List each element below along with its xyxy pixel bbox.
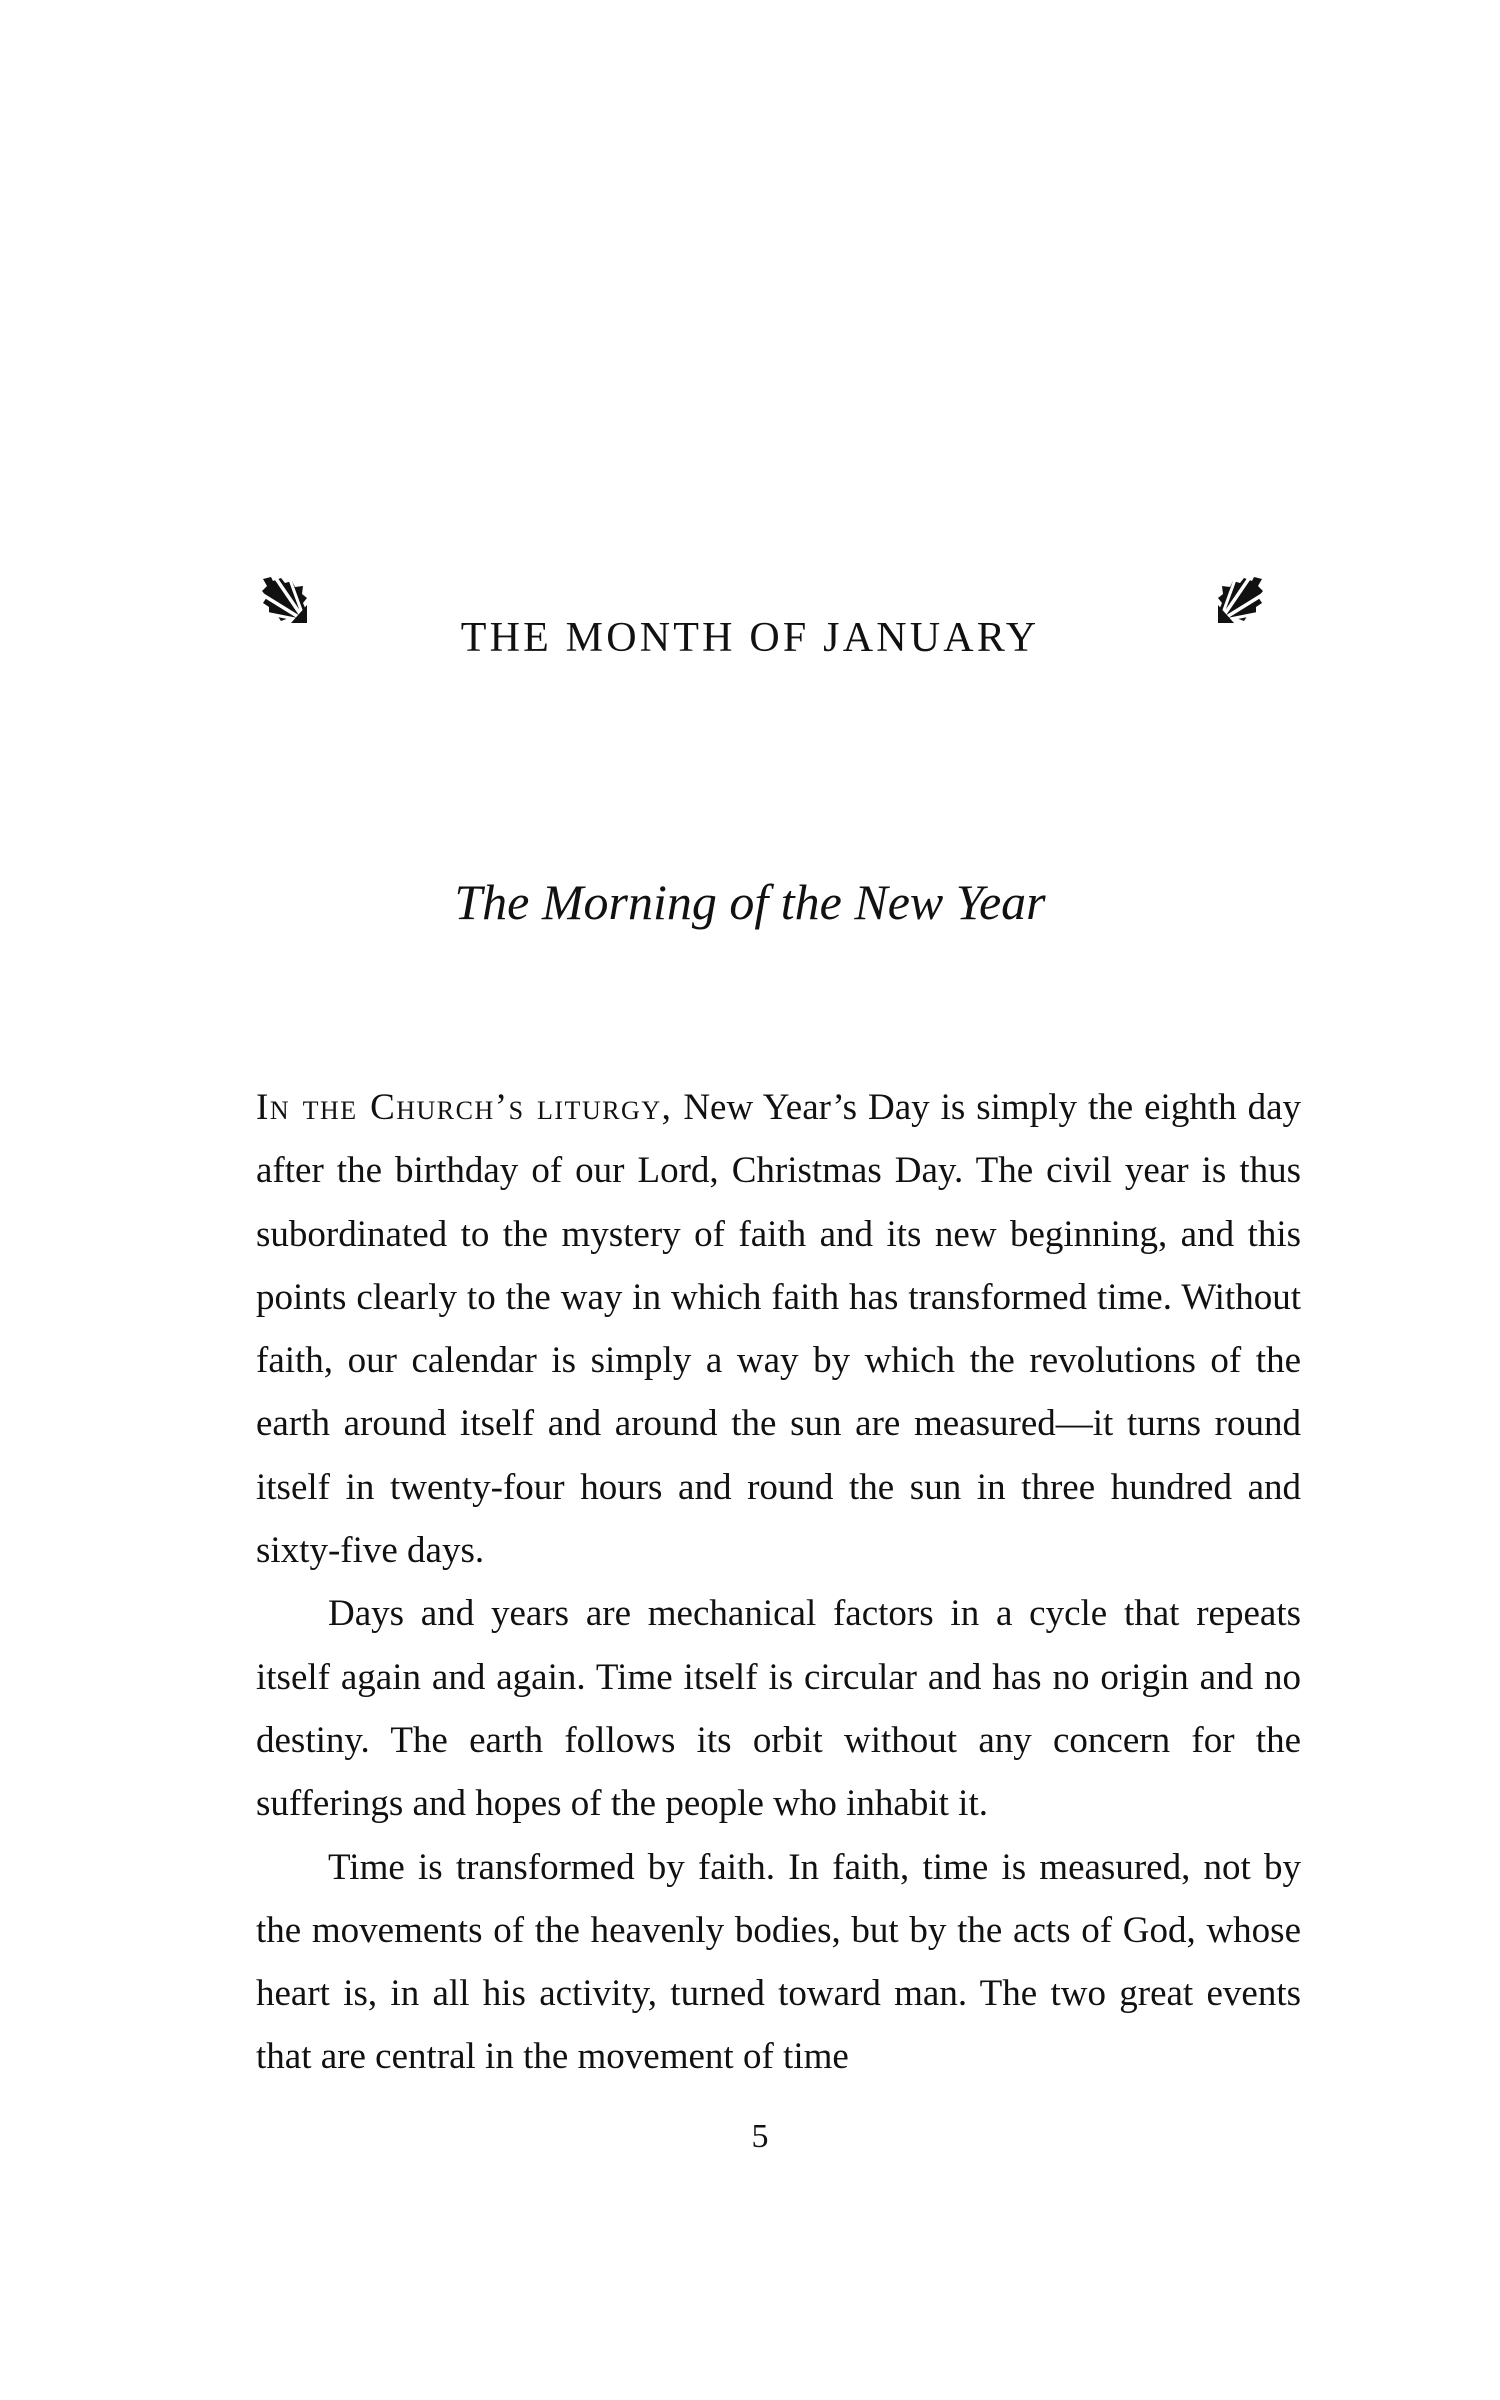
lead-in-smallcaps: In the Church’s liturgy, (256, 1087, 673, 1128)
section-title: The Morning of the New Year (454, 873, 1046, 930)
paragraph: Days and years are mechanical factors in a cycle that repeats itself again and again. Time itself is circular and has no origin and no destiny. The earth follows its orbit without any concern for the sufferings and hopes of the people who inhabit it. (256, 1593, 1301, 1825)
paragraph (256, 1076, 1301, 1582)
paragraph: Time is transformed by faith. In faith, time is measured, not by the movements of the heavenly bodies, but by the acts of God, whose heart is, in all his activity, turned toward man. The two great events that are central in the movement of time (256, 1846, 1301, 2078)
body-text (256, 1076, 1301, 2089)
paragraph-text: New Year’s Day is simply the eighth day after the birthday of our Lord, Christmas Day. The civil year is thus subordinated to the mystery of faith and its new beginning, and this points clearly to the way in which faith has transformed time. Without faith, our calendar is simply a way by which the revolutions of the earth around itself and around the sun are measured—it turns round itself in twenty-four hours and round the sun in three hundred and sixty-five days. (256, 1087, 1301, 1572)
page-number: 5 (751, 2118, 769, 2155)
leaf-ornament-icon (261, 575, 309, 623)
leaf-ornament-left-svg (261, 575, 309, 623)
chapter-title: THE MONTH OF JANUARY (460, 615, 1040, 662)
leaf-ornament-right-svg (1216, 575, 1264, 623)
leaf-ornament-mirrored-icon (1216, 575, 1264, 623)
